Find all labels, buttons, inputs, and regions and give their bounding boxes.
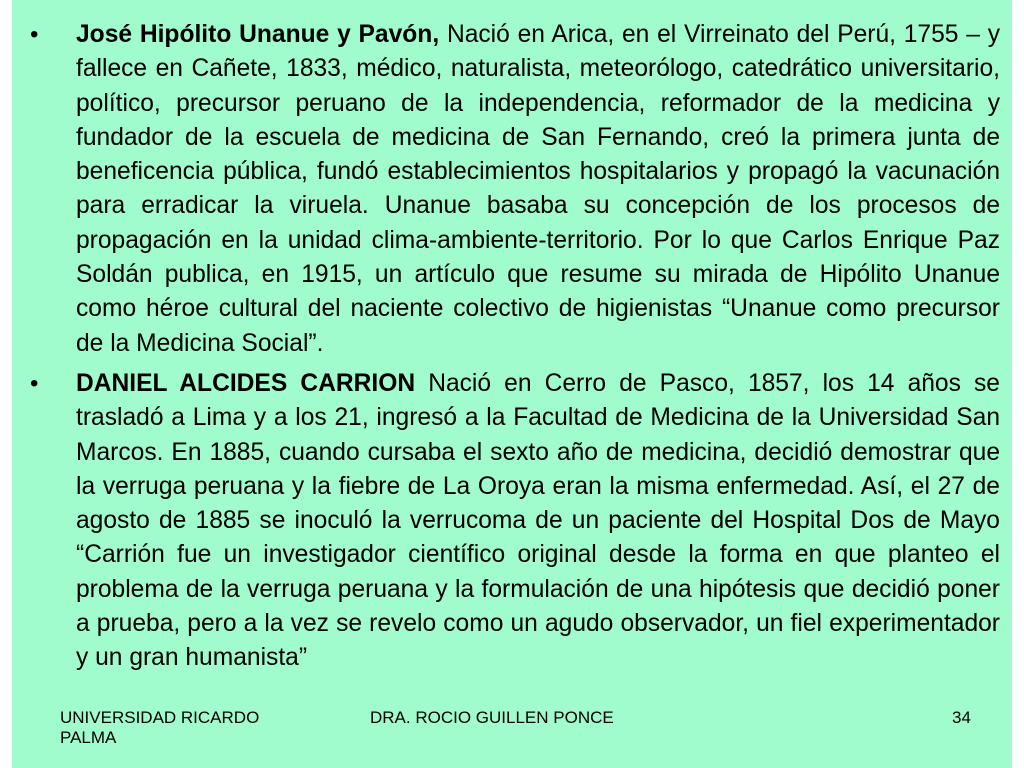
bullet-text: Nació en Arica, en el Virreinato del Perú, 1755 – y fallece en Cañete, 1833, médico, naturalista, meteorólogo, catedrático universitario, político, precursor peruano de la independencia, reformador de la medicina y fundador de la escuela de medicina de San Fernando, creó la primera junta de beneficencia pública, fundó establecimientos hospitalarios y propagó la vacunación para erradicar la viruela. Unanue basaba su concepción de los procesos de propagación en la unidad clima-ambiente-territorio. Por lo que Carlos Enrique Paz Soldán publica, en 1915, un artículo que resume su mirada de Hipólito Unanue como héroe cultural del naciente colectivo de higienistas “Unanue como precursor de la Medicina Social”. (76, 21, 1000, 357)
slide (12, 0, 1012, 768)
bullet-carrion (24, 367, 1000, 676)
footer-institution: UNIVERSIDAD RICARDO PALMA (60, 708, 260, 747)
bullet-title: José Hipólito Unanue y Pavón, (76, 21, 440, 48)
bullet-unanue (24, 18, 1000, 361)
bullet-dot-icon: • (30, 369, 39, 397)
bullet-dot-icon: • (30, 21, 39, 48)
bullet-title: DANIEL ALCIDES CARRION (76, 369, 416, 397)
footer-author: DRA. ROCIO GUILLEN PONCE (370, 708, 614, 727)
bullet-text: Nació en Cerro de Pasco, 1857, los 14 años se trasladó a Lima y a los 21, ingresó a la Facultad de Medicina de la Universidad San Marcos. En 1885, cuando cursaba el sexto año de medicina, decidió demostrar que la verruga peruana y la fiebre de La Oroya eran la misma enfermedad. Así, el 27 de agosto de 1885 se inoculó la verrucoma de un paciente del Hospital Dos de Mayo “Carrión fue un investigador científico original desde la forma en que planteo el problema de la verruga peruana y la formulación de una hipótesis que decidió poner a prueba, pero a la vez se revelo como un agudo observador, un fiel experimentador y un gran humanista” (76, 369, 1000, 672)
page-number: 34 (952, 708, 971, 727)
bullet-list (24, 18, 1000, 682)
